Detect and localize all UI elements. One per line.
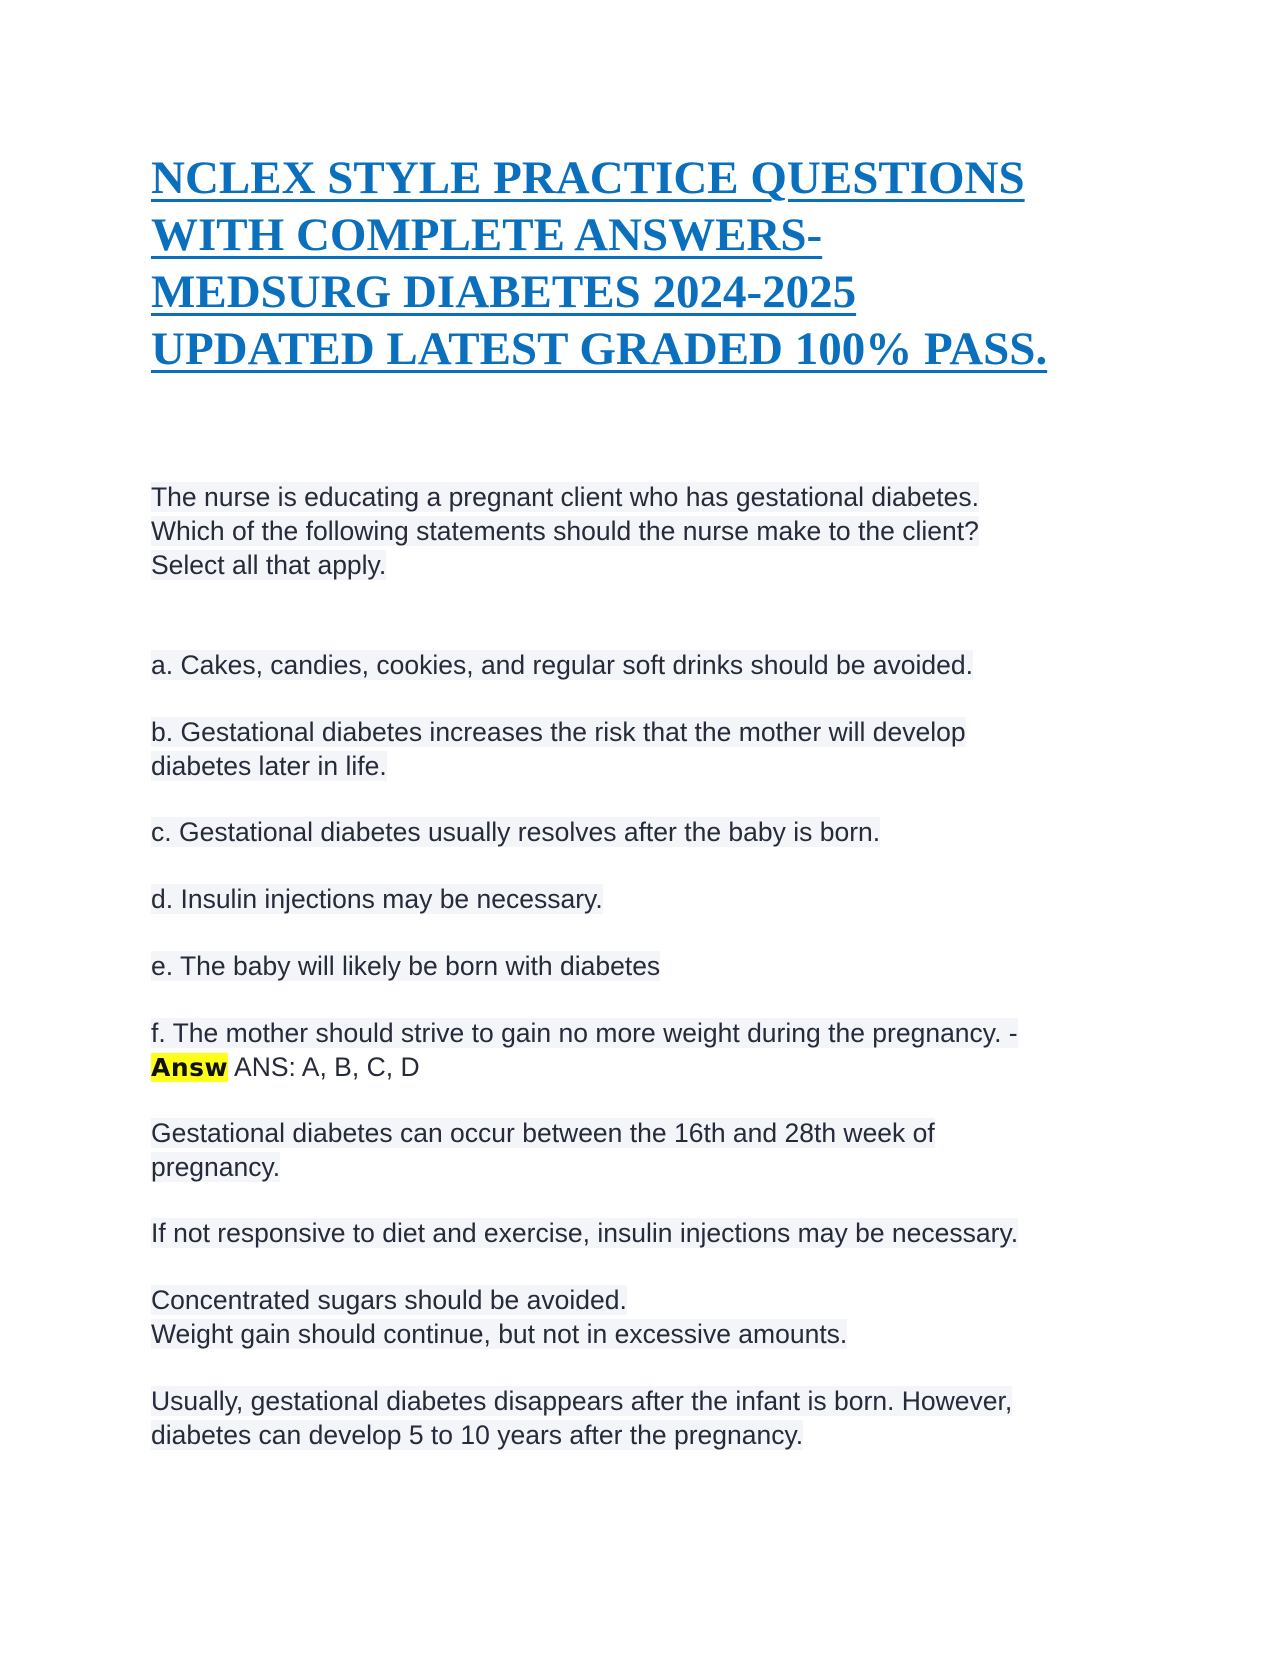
option-a <box>151 648 1161 682</box>
option-text: e. The baby will likely be born with diabetes <box>151 951 661 981</box>
answer-marker: Answ <box>151 1053 229 1082</box>
option-text: c. Gestational diabetes usually resolves after the baby is born. <box>151 817 881 847</box>
title-line: MEDSURG DIABETES 2024-2025 <box>151 266 857 318</box>
rationale-line: pregnancy. <box>151 1152 281 1182</box>
rationale-paragraph <box>151 1216 1161 1250</box>
question-line: Which of the following statements should the nurse make to the client? <box>151 516 979 546</box>
rationale-line: Weight gain should continue, but not in excessive amounts. <box>151 1319 848 1349</box>
rationale-paragraph <box>151 1283 1161 1351</box>
title-line: UPDATED LATEST GRADED 100% PASS. <box>151 323 1048 375</box>
rationale-line: Usually, gestational diabetes disappears after the infant is born. However, <box>151 1386 1013 1416</box>
rationale-line: If not responsive to diet and exercise, insulin injections may be necessary. <box>151 1218 1019 1248</box>
question-line: Select all that apply. <box>151 550 387 580</box>
option-e <box>151 949 1161 983</box>
option-text: d. Insulin injections may be necessary. <box>151 884 603 914</box>
question-line: The nurse is educating a pregnant client who has gestational diabetes. <box>151 482 979 512</box>
rationale-line: Concentrated sugars should be avoided. <box>151 1285 627 1315</box>
option-f <box>151 1016 1161 1085</box>
answer-line <box>151 1050 1161 1085</box>
rationale-paragraph <box>151 1116 1161 1184</box>
title-line: WITH COMPLETE ANSWERS- <box>151 209 823 261</box>
option-text: f. The mother should strive to gain no more weight during the pregnancy. - <box>151 1018 1018 1048</box>
option-text: diabetes later in life. <box>151 751 387 781</box>
option-d <box>151 882 1161 916</box>
document-title <box>151 150 1151 378</box>
option-c <box>151 815 1161 849</box>
option-text: b. Gestational diabetes increases the risk that the mother will develop <box>151 717 966 747</box>
answer-text: ANS: A, B, C, D <box>228 1052 420 1082</box>
rationale-line: Gestational diabetes can occur between the 16th and 28th week of <box>151 1118 935 1148</box>
rationale-line: diabetes can develop 5 to 10 years after the pregnancy. <box>151 1420 804 1450</box>
title-line: NCLEX STYLE PRACTICE QUESTIONS <box>151 152 1025 204</box>
option-b <box>151 715 1161 783</box>
option-text: a. Cakes, candies, cookies, and regular soft drinks should be avoided. <box>151 650 973 680</box>
rationale-paragraph <box>151 1384 1161 1452</box>
question-stem <box>151 480 1161 582</box>
